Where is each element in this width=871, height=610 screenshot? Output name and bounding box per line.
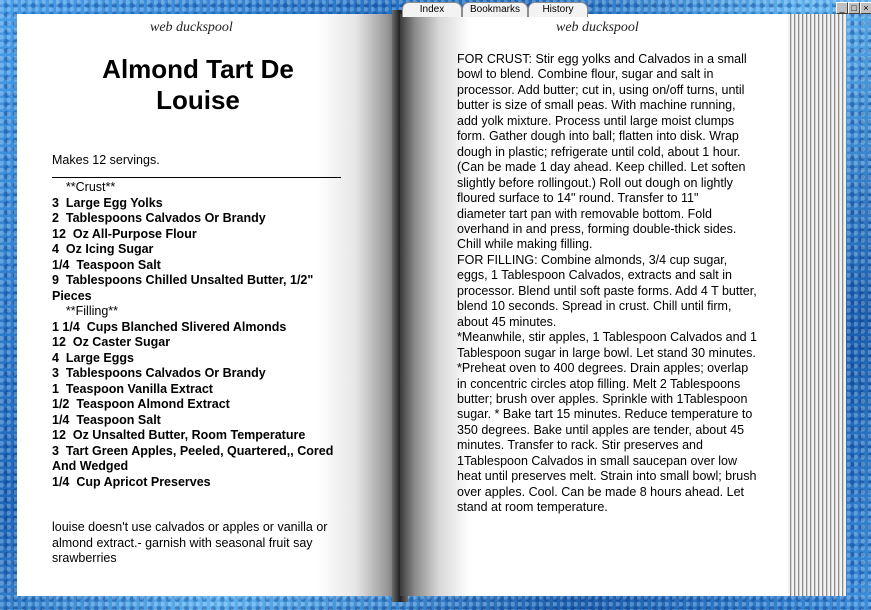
ingredient-item: 1/4 Teaspoon Salt [52,412,161,427]
directions-text [457,52,757,516]
minimize-button[interactable]: _ [836,2,848,14]
ingredient-item: 3 Tart Green Apples, Peeled, Quartered,, Cored And Wedged [52,443,337,473]
ingredient-item: 1 Teaspoon Vanilla Extract [52,381,213,396]
ingredient-item: 1/2 Teaspoon Almond Extract [52,397,230,411]
directions-paragraph: *Meanwhile, stir apples, 1 Tablespoon Calvados and 1 Tablespoon sugar in large bowl. Let stand 30 minutes. [457,330,757,360]
ingredient-item: 1/4 Teaspoon Salt [52,257,161,272]
ingredient-item: 1 1/4 Cups Blanched Slivered Almonds [52,319,287,334]
ingredient-item: 4 Large Eggs [52,350,134,365]
ingredient-item: 12 Oz All-Purpose Flour [52,226,197,241]
recipe-title-line-1: Almond Tart De [102,54,294,84]
directions-paragraph: diameter tart pan with removable bottom. Fold overhand in and press, forming double-thick sides. Chill while making filling. [457,206,737,252]
divider-line [52,177,341,178]
tab-history[interactable]: History [528,2,588,17]
recipe-title-line-2: Louise [156,85,240,115]
tab-index[interactable]: Index [402,2,462,17]
ingredient-section-crust: **Crust** [52,180,116,194]
ingredient-item: 9 Tablespoons Chilled Unsalted Butter, 1/2" Pieces [52,273,317,303]
close-button[interactable]: × [860,2,871,14]
page-edges [788,14,846,596]
ingredient-section-filling: **Filling** [52,304,119,318]
left-page [17,14,402,596]
tab-bookmarks[interactable]: Bookmarks [462,2,528,17]
ingredient-item: 4 Oz Icing Sugar [52,242,154,256]
ingredient-item: 3 Tablespoons Calvados Or Brandy [52,366,266,380]
ingredient-item: 12 Oz Unsalted Butter, Room Temperature [52,428,306,442]
ingredient-item: 3 Large Egg Yolks [52,195,163,210]
directions-paragraph: FOR CRUST: Stir egg yolks and Calvados in a small bowl to blend. Combine flour, sugar and salt in processor. Add butter; cut in, using on/off turns, until butter is size of small peas. With machine running, add yolk mixture. Process until large moist clumps form. Gather dough into ball; flatten into disk. Wrap dough in plastic; refrigerate until cold, about 1 hour. (Can be made 1 day ahead. Keep chilled. Let soften slightly before rollingout.) Roll out dough on lightly floured surface to 14" round. Transfer to 11" [457,52,747,206]
recipe-title [17,54,379,116]
directions-paragraph: FOR FILLING: Combine almonds, 3/4 cup sugar, eggs, 1 Tablespoon Calvados, extracts and salt in processor. Blend until soft paste forms. Add 4 T butter, blend 10 seconds. Spread in crust. Chill until firm, about 45 minutes. [457,252,757,329]
right-header-logo: web duckspool [556,20,639,35]
right-page [400,14,788,596]
directions-paragraph: *Preheat oven to 400 degrees. Drain apples; overlap in concentric circles atop filling. Melt 2 Tablespoons butter; brush over apples. Sprinkle with 1Tablespoon sugar. * Bake tart 15 minutes. Reduce temperature to 350 degrees. Bake until apples are tender, about 45 minutes. Transfer to rack. Stir preserves and 1Tablespoon Calvados in small saucepan over low heat until preserves melt. Strain into small bowl; brush over apples. Cool. Can be made 8 hours ahead. Let stand at room temperature. [457,361,757,515]
ingredient-item: 1/4 Cup Apricot Preserves [52,474,211,489]
recipe-notes: louise doesn't use calvados or apples or vanilla or almond extract.- garnish with seasonal fruit say srawberries [52,520,328,565]
maximize-button[interactable]: □ [848,2,860,14]
ingredient-item: 12 Oz Caster Sugar [52,335,171,349]
ingredient-item: 2 Tablespoons Calvados Or Brandy [52,211,266,225]
left-header-logo: web duckspool [150,20,233,35]
ingredient-list [52,180,352,490]
servings-text: Makes 12 servings. [52,153,160,167]
